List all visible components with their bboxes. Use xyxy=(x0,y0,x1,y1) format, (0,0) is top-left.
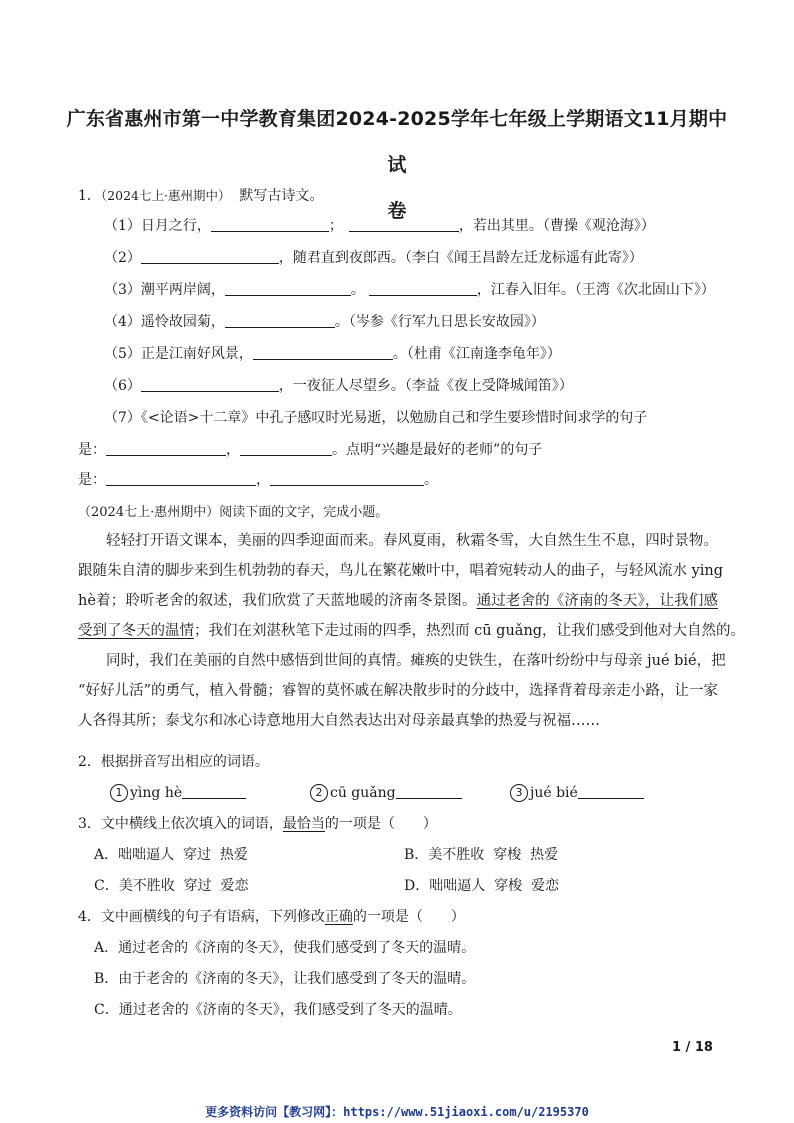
q2-prompt: 根据拼音写出相应的词语。 xyxy=(100,754,269,770)
q2-item-1 xyxy=(110,783,246,803)
pinyin-text: cū guǎng xyxy=(330,785,396,801)
option-text: 由于老舍的《济南的冬天》，让我们感受到了冬天的温晴。 xyxy=(118,971,476,987)
item-label: （1） xyxy=(104,218,141,234)
item-text: 正是江南好风景， xyxy=(140,346,253,362)
exam-title xyxy=(60,96,734,234)
underlined-keyword: 正确 xyxy=(324,909,353,925)
q1-item-6 xyxy=(104,376,573,396)
q3-header xyxy=(78,814,437,834)
option-key: B． xyxy=(94,971,119,987)
q1-item-7 xyxy=(104,408,647,428)
pinyin-text: yìng hè xyxy=(130,785,183,801)
answer-blank[interactable] xyxy=(141,376,279,392)
item-text: 。 xyxy=(350,282,365,298)
item-text: 。 xyxy=(424,472,438,488)
q1-item-1 xyxy=(104,216,655,236)
item-label: （6） xyxy=(104,378,141,394)
passage-line xyxy=(78,616,746,646)
underlined-keyword: 最恰当 xyxy=(282,816,325,832)
exam-title-line-1: 广东省惠州市第一中学教育集团2024-2025学年七年级上学期语文11月期中试 xyxy=(66,108,728,176)
q2-item-2 xyxy=(310,783,462,803)
q1-item-4 xyxy=(104,312,545,332)
passage-line: 轻轻打开语文课本，美丽的四季迎面而来。春风夏雨，秋霜冬雪，大自然生生不息，四时景物。 xyxy=(106,533,718,549)
q3-prompt: 文中横线上依次填入的词语， xyxy=(100,816,283,832)
q3-option-b[interactable] xyxy=(404,845,558,865)
item-text: ，江春入旧年。（王湾《次北固山下》） xyxy=(476,282,715,298)
item-text: 。点明“兴趣是最好的老师”的句子 xyxy=(332,442,543,458)
answer-blank[interactable] xyxy=(270,470,424,486)
q1-number: 1． xyxy=(78,188,101,204)
item-text: 。（岑参《行军九日思长安故园》） xyxy=(334,314,545,330)
option-key: A． xyxy=(94,847,119,863)
item-text: 。（杜甫《江南逢李龟年》） xyxy=(392,346,561,362)
answer-blank[interactable] xyxy=(106,440,226,456)
item-text: ，一夜征人尽望乡。（李益《夜上受降城闻笛》） xyxy=(278,378,573,394)
answer-blank[interactable] xyxy=(396,783,462,799)
item-text: ，若出其里。（曹操《观沧海》） xyxy=(458,218,655,234)
footer-link[interactable]: 更多资料访问【教习网】：https://www.51jiaoxi.com/u/2195370 xyxy=(205,1105,589,1119)
q3-option-d[interactable] xyxy=(404,876,559,896)
q1-item-5 xyxy=(104,344,561,364)
answer-blank[interactable] xyxy=(225,280,351,296)
item-label: （3） xyxy=(104,282,141,298)
answer-blank[interactable] xyxy=(211,216,329,232)
answer-blank[interactable] xyxy=(578,783,644,799)
item-text: ， xyxy=(226,442,240,458)
passage-intro: （2024七上·惠州期中）阅读下面的文字，完成小题。 xyxy=(78,505,389,520)
q3-option-c[interactable] xyxy=(94,876,249,896)
q1-item-2 xyxy=(104,248,643,268)
q4-number: 4． xyxy=(78,909,101,925)
q1-item-3 xyxy=(104,280,715,300)
circled-number: 2 xyxy=(310,784,328,802)
passage-text: hè着；聆听老舍的叙述，我们欣赏了天蓝地暖的济南冬景图。 xyxy=(78,593,477,609)
item-text: 遥怜故园菊， xyxy=(140,314,225,330)
passage-text: ；我们在刘湛秋笔下走过雨的四季，热烈而 cū guǎng，让我们感受到他对大自然的。 xyxy=(194,623,746,639)
answer-blank[interactable] xyxy=(141,248,279,264)
item-label: （2） xyxy=(104,250,141,266)
option-text: 咄咄逼人 穿过 热爱 xyxy=(118,847,248,863)
option-key: B． xyxy=(404,847,429,863)
reading-passage xyxy=(78,526,746,736)
option-key: D． xyxy=(404,878,430,894)
q4-option-c[interactable] xyxy=(94,1000,462,1020)
q4-option-b[interactable] xyxy=(94,969,475,989)
passage-line xyxy=(78,586,718,616)
item-text: 日月之行， xyxy=(140,218,211,234)
answer-blank[interactable] xyxy=(369,280,477,296)
item-text: 是： xyxy=(78,442,106,458)
page-number: 1 / 18 xyxy=(672,1040,713,1055)
option-key: C． xyxy=(94,878,119,894)
q1-prompt: 默写古诗文。 xyxy=(239,188,324,204)
underlined-sentence: 通过老舍的《济南的冬天》，让我们感 xyxy=(476,593,718,609)
q4-header xyxy=(78,907,465,927)
option-text: 通过老舍的《济南的冬天》，我们感受到了冬天的温晴。 xyxy=(118,1002,462,1018)
q4-option-a[interactable] xyxy=(94,938,475,958)
item-text: ； xyxy=(328,218,343,234)
option-text: 美不胜收 穿梭 热爱 xyxy=(428,847,559,863)
q1-item-7-line-3 xyxy=(78,470,438,490)
q1-item-7-line-2 xyxy=(78,440,542,460)
q2-header xyxy=(78,752,269,772)
answer-blank[interactable] xyxy=(253,344,393,360)
q1-header xyxy=(78,186,323,206)
q2-item-3 xyxy=(510,783,644,803)
answer-blank[interactable] xyxy=(240,440,332,456)
item-label: （4） xyxy=(104,314,141,330)
option-text: 美不胜收 穿过 爱恋 xyxy=(118,878,249,894)
pinyin-text: jué bié xyxy=(530,785,578,801)
q2-number: 2． xyxy=(78,754,101,770)
option-key: A． xyxy=(94,940,119,956)
option-text: 咄咄逼人 穿梭 爱恋 xyxy=(429,878,560,894)
exam-title-line-2: 卷 xyxy=(387,200,407,222)
passage-line: “好好儿活”的勇气，植入骨髓；睿智的莫怀戚在解决散步时的分歧中，选择背着母亲走小路，让一家 xyxy=(78,683,718,699)
item-text: ，随君直到夜郎西。（李白《闻王昌龄左迁龙标遥有此寄》） xyxy=(278,250,643,266)
underlined-sentence: 受到了冬天的温情 xyxy=(78,623,194,639)
item-label: （7） xyxy=(104,410,141,426)
option-key: C． xyxy=(94,1002,119,1018)
circled-number: 1 xyxy=(110,784,128,802)
option-text: 通过老舍的《济南的冬天》，使我们感受到了冬天的温晴。 xyxy=(118,940,476,956)
q3-number: 3． xyxy=(78,816,101,832)
item-text: 《<论语>十二章》中孔子感叹时光易逝，以勉励自己和学生要珍惜时间求学的句子 xyxy=(140,410,648,426)
passage-line: 跟随朱自清的脚步来到生机勃勃的春天，鸟儿在繁花嫩叶中，唱着宛转动人的曲子，与轻风流水 ying xyxy=(78,563,724,579)
item-label: （5） xyxy=(104,346,141,362)
answer-blank[interactable] xyxy=(349,216,459,232)
q3-option-a[interactable] xyxy=(94,845,248,865)
item-text: ， xyxy=(256,472,270,488)
answer-blank[interactable] xyxy=(106,470,256,486)
circled-number: 3 xyxy=(510,784,528,802)
item-text: 潮平两岸阔， xyxy=(140,282,225,298)
q4-prompt: 文中画横线的句子有语病，下列修改 xyxy=(100,909,325,925)
passage-line: 同时，我们在美丽的自然中感悟到世间的真情。瘫痪的史铁生，在落叶纷纷中与母亲 jué bié，把 xyxy=(106,653,726,669)
item-text: 是： xyxy=(78,472,106,488)
q3-prompt: 的一项是（ ） xyxy=(324,816,437,832)
q1-source: （2024七上·惠州期中） xyxy=(100,188,231,203)
answer-blank[interactable] xyxy=(182,783,246,799)
q4-prompt: 的一项是（ ） xyxy=(352,909,465,925)
answer-blank[interactable] xyxy=(225,312,335,328)
passage-line: 人各得其所；泰戈尔和冰心诗意地用大自然表达出对母亲最真挚的热爱与祝福…… xyxy=(78,713,600,729)
